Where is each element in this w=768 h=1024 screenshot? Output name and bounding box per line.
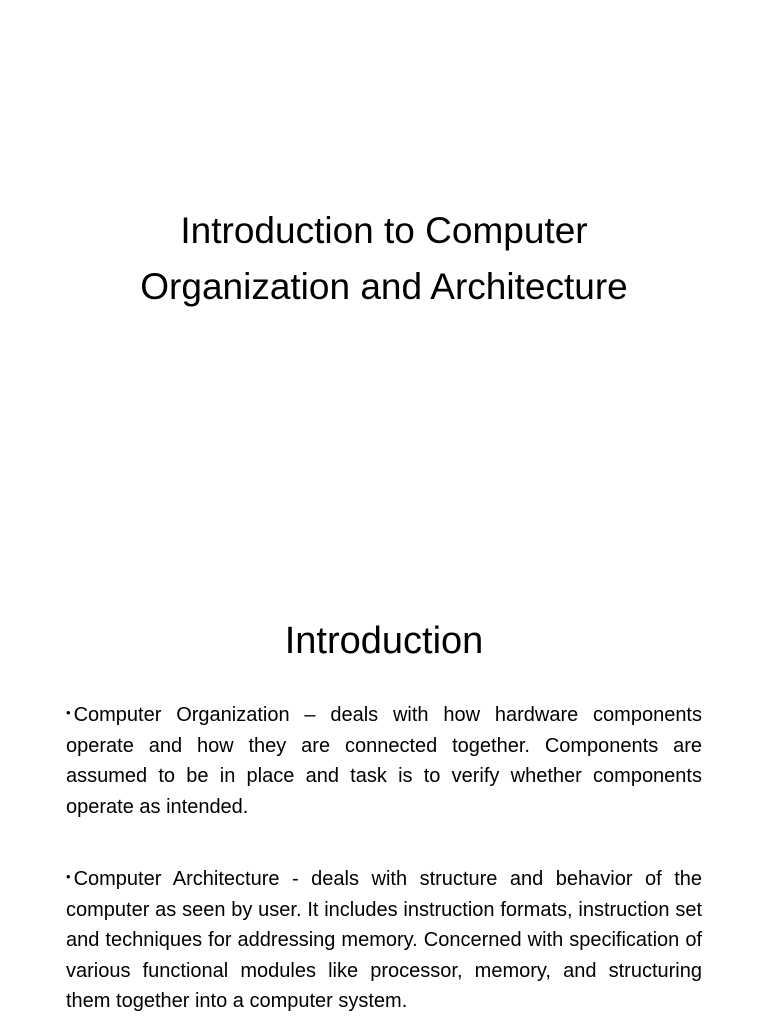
bullet-item-architecture [66, 862, 702, 1017]
bullet-text-architecture: Computer Architecture - deals with structure and behavior of the computer as seen by user. It includes instruction formats, instruction set and techniques for addressing memory. Concerned with specification of various functional modules like processor, memory, and structuring them together into a computer system. [66, 868, 702, 1012]
presentation-title [40, 203, 728, 315]
bullet-item-organization [66, 698, 702, 822]
title-line-1: Introduction to Computer [180, 210, 588, 251]
bullet-list [66, 698, 702, 1024]
title-line-2: Organization and Architecture [140, 266, 628, 307]
slide-heading: Introduction [284, 620, 484, 662]
bullet-marker: • [66, 705, 71, 720]
bullet-marker: • [66, 869, 71, 884]
introduction-slide [0, 576, 768, 1024]
bullet-text-organization: Computer Organization – deals with how hardware components operate and how they are connected together. Components are assumed to be in place and task is to verify whether components operate as intended. [66, 704, 702, 818]
